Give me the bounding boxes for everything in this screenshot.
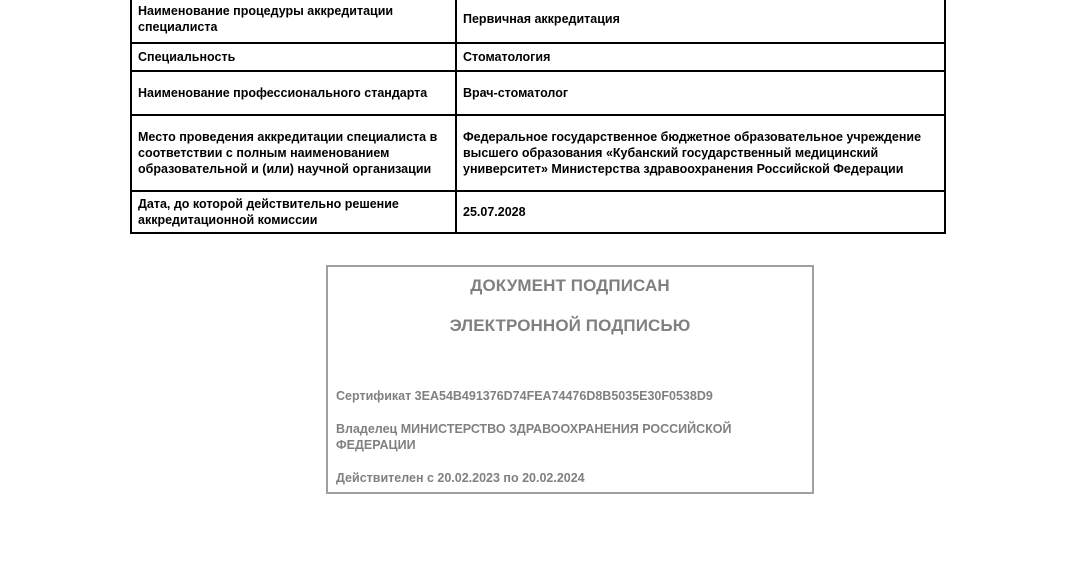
row-value-specialty: Стоматология xyxy=(456,43,945,71)
row-value-professional-standard: Врач-стоматолог xyxy=(456,71,945,115)
table-row xyxy=(131,0,945,43)
row-value-decision-valid-until: 25.07.2028 xyxy=(456,191,945,233)
table-row xyxy=(131,43,945,71)
stamp-title-electronic-signature: ЭЛЕКТРОННОЙ ПОДПИСЬЮ xyxy=(449,316,691,335)
row-label-professional-standard: Наименование профессионального стандарта xyxy=(131,71,456,115)
stamp-certificate: Сертификат 3EA54B491376D74FEA74476D8B5035E30F0538D9 xyxy=(336,389,713,403)
table-row xyxy=(131,71,945,115)
row-label-specialty: Специальность xyxy=(131,43,456,71)
stamp-validity: Действителен с 20.02.2023 по 20.02.2024 xyxy=(336,471,585,485)
accreditation-info-table xyxy=(130,0,946,234)
row-value-procedure: Первичная аккредитация xyxy=(456,0,945,43)
row-label-procedure: Наименование процедуры аккредитации специалиста xyxy=(131,0,456,43)
stamp-title-signed: ДОКУМЕНТ ПОДПИСАН xyxy=(470,276,670,295)
row-label-decision-valid-until: Дата, до которой действительно решение аккредитационной комиссии xyxy=(131,191,456,233)
electronic-signature-stamp xyxy=(326,265,814,494)
row-value-accreditation-place: Федеральное государственное бюджетное образовательное учреждение высшего образования «Кубанский государственный медицинский университет» Министерства здравоохранения Российской Федерации xyxy=(456,115,945,191)
stamp-owner: Владелец МИНИСТЕРСТВО ЗДРАВООХРАНЕНИЯ РОССИЙСКОЙ ФЕДЕРАЦИИ xyxy=(336,422,732,452)
table-row xyxy=(131,115,945,191)
row-label-accreditation-place: Место проведения аккредитации специалиста в соответствии с полным наименованием образовательной и (или) научной организации xyxy=(131,115,456,191)
table-row xyxy=(131,191,945,233)
